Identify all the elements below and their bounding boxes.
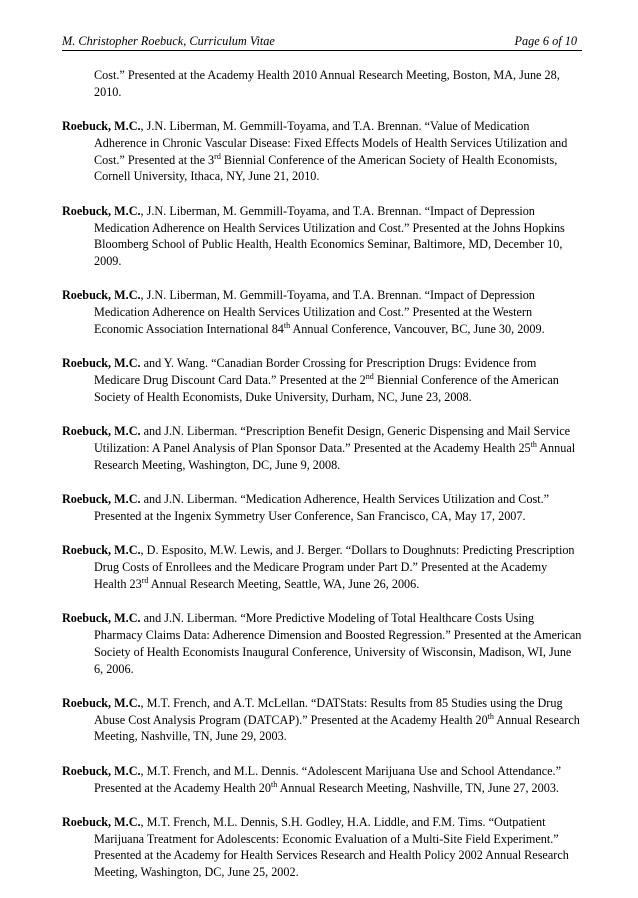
page-number: Page 6 of 10	[514, 34, 577, 48]
entry-author: Roebuck, M.C.	[62, 611, 141, 626]
entry-text-end: Annual Research Meeting, Seattle, WA, June 26, 2006.	[148, 576, 420, 591]
entry-author: Roebuck, M.C.	[62, 763, 141, 778]
list-item	[62, 67, 582, 101]
page-header	[62, 30, 582, 51]
ordinal-suffix: th	[487, 711, 494, 721]
entry-text: , M.T. French, and A.T. McLellan. “DATStats: Results from 85 Studies using the Drug Abuse Cost Analysis Program (DATCAP).” Presented at the Academy Health 20	[94, 695, 563, 727]
list-item	[62, 423, 582, 473]
entry-text: and J.N. Liberman. “Prescription Benefit Design, Generic Dispensing and Mail Service Utilization: A Panel Analysis of Plan Sponsor Data.” Presented at the Academy Health 25	[94, 424, 571, 456]
ordinal-suffix: th	[530, 439, 537, 449]
entry-author: Roebuck, M.C.	[62, 356, 141, 371]
list-item	[62, 491, 582, 525]
entry-text: Cost.” Presented at the Academy Health 2010 Annual Research Meeting, Boston, MA, June 28, 2010.	[94, 68, 560, 99]
entry-author: Roebuck, M.C.	[62, 543, 141, 558]
entry-author: Roebuck, M.C.	[62, 424, 141, 439]
entry-text: and J.N. Liberman. “Medication Adherence, Health Services Utilization and Cost.” Presented at the Ingenix Symmetry User Conference, San Francisco, CA, May 17, 2007.	[94, 492, 550, 523]
entry-text: and Y. Wang. “Canadian Border Crossing for Prescription Drugs: Evidence from Medicare Drug Discount Card Data.” Presented at the 2	[94, 356, 537, 388]
entry-text-end: Annual Research Meeting, Washington, DC, June 9, 2008.	[94, 441, 576, 472]
entry-text-end: Biennial Conference of the American Society of Health Economists, Duke University, Durham, NC, June 23, 2008.	[94, 373, 559, 404]
list-item	[62, 814, 582, 881]
entry-text: , M.T. French, and M.L. Dennis. “Adolescent Marijuana Use and School Attendance.” Presented at the Academy Health 20	[94, 763, 562, 795]
list-item	[62, 287, 582, 337]
entry-text: , J.N. Liberman, M. Gemmill-Toyama, and T.A. Brennan. “Value of Medication Adherence in Chronic Vascular Disease: Fixed Effects Models of Health Services Utilization and Cost.” Presented at the 3	[94, 119, 568, 167]
entry-author: Roebuck, M.C.	[62, 203, 141, 218]
list-item	[62, 610, 582, 677]
entry-author: Roebuck, M.C.	[62, 288, 141, 303]
entry-text: , J.N. Liberman, M. Gemmill-Toyama, and T.A. Brennan. “Impact of Depression Medication Adherence on Health Services Utilization and Cost.” Presented at the Western Economic Association International 84	[94, 288, 535, 337]
entry-text: and J.N. Liberman. “More Predictive Modeling of Total Healthcare Costs Using Pharmacy Claims Data: Adherence Dimension and Boosted Regression.” Presented at the American Society of Health Economists Inaugural Conference, University of Wisconsin, Madison, WI, June 6, 2006.	[94, 611, 582, 676]
entry-author: Roebuck, M.C.	[62, 695, 141, 710]
ordinal-suffix: rd	[214, 151, 221, 161]
entry-author: Roebuck, M.C.	[62, 119, 141, 134]
presentations-list	[62, 67, 582, 898]
entry-text-end: Annual Research Meeting, Nashville, TN, June 29, 2003.	[94, 712, 580, 744]
ordinal-suffix: nd	[365, 372, 374, 382]
entry-author: Roebuck, M.C.	[62, 492, 141, 507]
list-item	[62, 355, 582, 405]
entry-text: , D. Esposito, M.W. Lewis, and J. Berger. “Dollars to Doughnuts: Predicting Prescription Drug Costs of Enrollees and the Medicare Program under Part D.” Presented at the Academy Health 23	[94, 543, 575, 591]
list-item	[62, 695, 582, 745]
entry-text-end: Annual Conference, Vancouver, BC, June 30, 2009.	[290, 322, 545, 337]
entry-author: Roebuck, M.C.	[62, 814, 141, 829]
list-item	[62, 203, 582, 270]
entry-text: , M.T. French, M.L. Dennis, S.H. Godley, H.A. Liddle, and F.M. Tims. “Outpatient Marijuana Treatment for Adolescents: Economic Evaluation of a Multi-Site Field Experiment.” Presented at the Academy for Health Services Research and Health Policy 2002 Annual Research Meeting, Washington, DC, June 25, 2002.	[94, 814, 569, 880]
entry-text: , J.N. Liberman, M. Gemmill-Toyama, and T.A. Brennan. “Impact of Depression Medication Adherence on Health Services Utilization and Cost.” Presented at the Johns Hopkins Bloomberg School of Public Health, Health Economics Seminar, Baltimore, MD, December 10, 2009.	[94, 203, 565, 269]
ordinal-suffix: rd	[141, 575, 149, 585]
entry-text-end: Biennial Conference of the American Society of Health Economists, Cornell University, Ithaca, NY, June 21, 2010.	[94, 152, 558, 184]
entry-text-end: Annual Research Meeting, Nashville, TN, June 27, 2003.	[277, 780, 559, 795]
header-title: M. Christopher Roebuck, Curriculum Vitae	[62, 34, 275, 48]
list-item	[62, 763, 582, 797]
ordinal-suffix: th	[271, 779, 278, 789]
list-item	[62, 542, 582, 592]
list-item	[62, 118, 582, 185]
ordinal-suffix: th	[283, 321, 291, 330]
